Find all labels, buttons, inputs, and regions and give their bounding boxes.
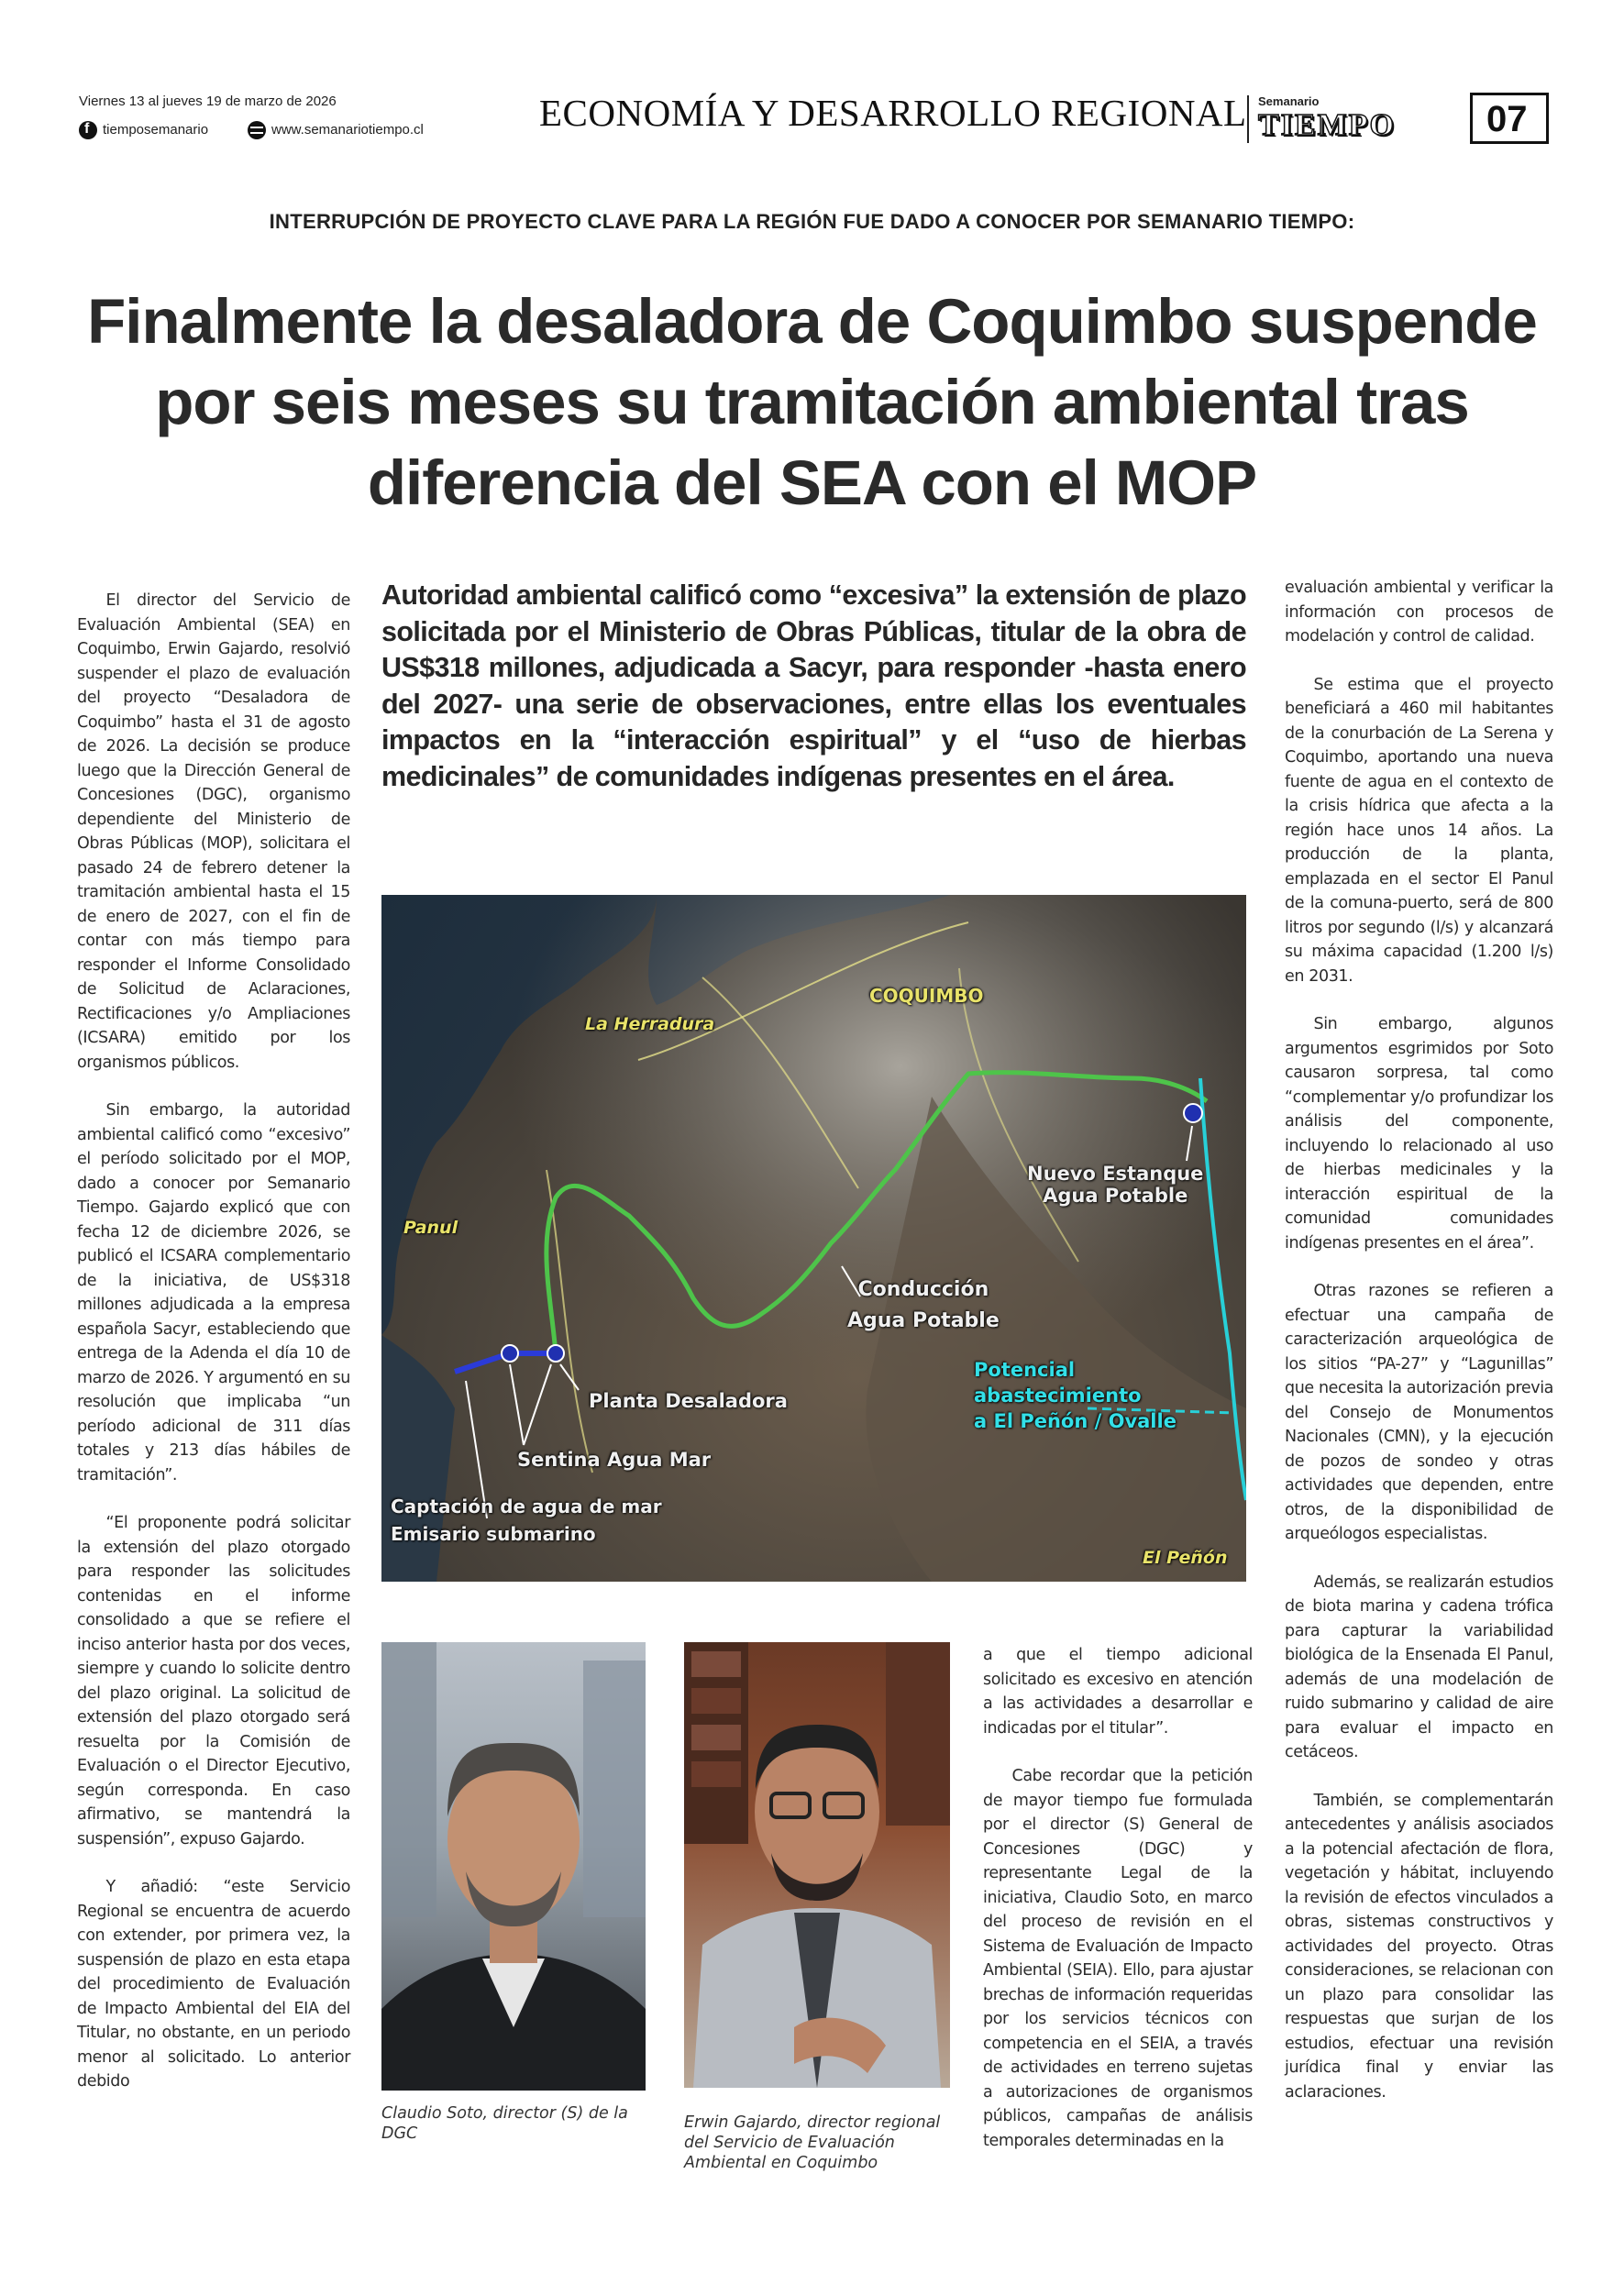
section-title: ECONOMÍA Y DESARROLLO REGIONAL: [539, 92, 1247, 134]
map-label-line: abastecimiento: [974, 1385, 1142, 1407]
map-label-potencial: [974, 1357, 1177, 1434]
desalination-plant-marker: [547, 1345, 564, 1362]
kicker: INTERRUPCIÓN DE PROYECTO CLAVE PARA LA REGIÓN FUE DADO A CONOCER POR SEMANARIO TIEMPO:: [269, 210, 1355, 233]
paragraph: a que el tiempo adicional solicitado es excesivo en atención a las actividades a desarrollar e indicadas por el titular”.: [983, 1646, 1253, 1738]
website-link[interactable]: www.semanariotiempo.cl: [271, 122, 424, 138]
column-1: [77, 589, 350, 2118]
sentina-marker: [502, 1345, 518, 1362]
portrait-graphic: [684, 1642, 950, 2088]
facebook-handle[interactable]: tiemposemanario: [103, 122, 209, 138]
headline-line: por seis meses su tramitación ambiental tras: [155, 367, 1469, 437]
photo-caption-2: Erwin Gajardo, director regional del Servicio de Evaluación Ambiental en Coquimbo: [684, 2113, 941, 2172]
deck: Autoridad ambiental calificó como “excesiva” la extensión de plazo solicitada por el Ministerio de Obras Públicas, titular de la obra de US$318 millones, adjudicada a Sacyr, para responder -hasta enero del 2027- una serie de observaciones, entre ellas los eventuales impactos en la “interacción espiritual” y el “uso de hierbas medicinales” de comunidades indígenas presentes en el área.: [381, 579, 1246, 792]
page-number: 07: [1486, 99, 1528, 139]
map-label-line: Nuevo Estanque: [1027, 1163, 1204, 1185]
paragraph: Otras razones se refieren a efectuar una campaña de caracterización arqueológica de los sitios “PA-27” y “Lagunillas” que necesita la autorización previa del Consejo de Monumentos Nacionales (CMN), y la ejecución de pozos de sondeo y otras actividades que dependen, entre otros, de la disponibilidad de arqueólogos especialistas.: [1285, 1282, 1553, 1543]
map-label-la-herradura: La Herradura: [585, 1014, 715, 1034]
page-number-box: [1470, 93, 1549, 144]
tank-marker: [1184, 1104, 1202, 1122]
column-4: [1285, 576, 1553, 2128]
map-label-planta: Planta Desaladora: [589, 1390, 788, 1412]
map-graphic: [381, 895, 1246, 1582]
paragraph: Sin embargo, la autoridad ambiental calificó como “excesivo” el período solicitado por el MOP, dado a conocer por Semanario Tiempo. Gajardo explicó que con fecha 12 de diciembre 2026, se publicó el ICSARA complementario de la iniciativa, de US$318 millones adjudicada a la empresa española Sacyr, estableciendo que entrega de la Adenda el día 10 de marzo de 2026. Y argumentó en su resolución que implicaba “un período adicional de 311 días totales y 213 días hábiles de tramitación”.: [77, 1101, 350, 1484]
map-label-sentina: Sentina Agua Mar: [517, 1449, 712, 1471]
facebook-icon: f: [79, 121, 97, 139]
map-label-el-penon: El Peñón: [1143, 1548, 1228, 1568]
project-map: [381, 895, 1246, 1582]
map-label-nuevo-estanque: [1027, 1163, 1203, 1207]
paragraph: Y añadió: “este Servicio Regional se encuentra de acuerdo con extender, por primera vez, la suspensión de plazo en esta etapa del procedimiento de Evaluación de Impacto Ambiental del EIA del Titular, no obstante, en un periodo menor al solicitado. Lo anterior debido: [77, 1878, 350, 2091]
photo-claudio-soto: [381, 1642, 646, 2091]
headline-line: diferencia del SEA con el MOP: [367, 447, 1257, 518]
globe-icon: [248, 121, 266, 139]
photo-erwin-gajardo: [684, 1642, 950, 2088]
paragraph: Sin embargo, algunos argumentos esgrimidos por Soto causaron sorpresa, tal como “complementar y/o profundizar los análisis del componente, incluyendo lo relacionado al uso de hierbas medicinales y la interacción espiritual de la comunidad comunidades indígenas presentes en el área”.: [1285, 1015, 1553, 1252]
headline: [37, 281, 1587, 524]
brand-logo: TIEMPO: [1258, 108, 1396, 142]
paragraph: Se estima que el proyecto beneficiará a 460 mil habitantes de la conurbación de La Serena y Coquimbo, aportando una nueva fuente de agua en el contexto de la crisis hídrica que afecta a la región hace unos 14 años. La producción de la planta, emplazada en el sector El Panul de la comuna-puerto, será de 800 litros por segundo (l/s) y alcanzará su máxima capacidad (1.200 l/s) en 2031.: [1285, 675, 1553, 986]
paragraph: “El proponente podrá solicitar la extensión del plazo otorgado para responder las solicitudes contenidas en el informe consolidado a que se refiere el inciso anterior hasta por dos veces, siempre y cuando lo solicite dentro del plazo original. La solicitud de extensión del plazo otorgado será resuelta por la Comisión de Evaluación o el Director Ejecutivo, según corresponda. En caso afirmativo, se mantendrá la suspensión”, expuso Gajardo.: [77, 1514, 350, 1848]
edition-date: Viernes 13 al jueves 19 de marzo de 2026: [79, 94, 337, 109]
column-3: [983, 1643, 1253, 2177]
portrait-graphic: [381, 1642, 646, 2091]
photo-caption-1: Claudio Soto, director (S) de la DGC: [381, 2104, 628, 2143]
paragraph: Cabe recordar que la petición de mayor tiempo fue formulada por el director (S) General de Concesiones (DGC) y representante Legal de la iniciativa, Claudio Soto, en marco del proceso de revisión en el Sistema de Evaluación de Impacto Ambiental (SEIA). Ello, para ajustar brechas de información requeridas por los servicios técnicos con competencia en el SEIA, a través de actividades en terreno sujetas a autorizaciones de organismos públicos, campañas de análisis temporales determinadas en la: [983, 1767, 1253, 2150]
page-number-rule: [1470, 93, 1473, 144]
map-label-line: Captación de agua de mar: [391, 1495, 662, 1517]
paragraph: También, se complementarán antecedentes y análisis asociados a la potencial afectación de flora, vegetación y hábitat, incluyendo la revisión de efectos vinculados a obras, sistemas constructivos y actividades del proyecto. Otras consideraciones, se relacionan con un plazo para consolidar las respuestas que surjan de los estudios, efectuar una revisión jurídica final y enviar las aclaraciones.: [1285, 1791, 1553, 2102]
headline-line: Finalmente la desaladora de Coquimbo suspende: [87, 286, 1537, 357]
paragraph: evaluación ambiental y verificar la información con procesos de modelación y control de calidad.: [1285, 579, 1553, 645]
paragraph: El director del Servicio de Evaluación Ambiental (SEA) en Coquimbo, Erwin Gajardo, resolvió suspender el plazo de evaluación del proyecto “Desaladora de Coquimbo” hasta el 31 de agosto de 2026. La decisión se produce luego que la Dirección General de Concesiones (DGC), organismo dependiente del Ministerio de Obras Públicas (MOP), solicitara el pasado 24 de febrero detener la tramitación ambiental hasta el 15 de enero de 2027, con el fin de contar con más tiempo para responder el Informe Consolidado de Solicitud de Aclaraciones, Rectificaciones y/o Ampliaciones (ICSARA) emitido por los organismos públicos.: [77, 591, 350, 1072]
map-label-line: a El Peñón / Ovalle: [974, 1410, 1177, 1432]
map-label-captacion: [391, 1493, 662, 1548]
paragraph: Además, se realizarán estudios de biota marina y cadena trófica para capturar la variabilidad biológica de la Ensenada El Panul, además de una modelación de ruido submarino y calidad de aire para evaluar el impacto en cetáceos.: [1285, 1572, 1553, 1761]
map-label-line: Potencial: [974, 1359, 1076, 1381]
map-label-panul: Panul: [403, 1218, 458, 1238]
map-label-line: Agua Potable: [1043, 1185, 1188, 1207]
brand-small: Semanario: [1258, 94, 1320, 108]
map-label-conduccion: [847, 1274, 1000, 1337]
map-label-line: Emisario submarino: [391, 1523, 596, 1545]
map-label-line: Agua Potable: [847, 1309, 1000, 1332]
header-divider: [1247, 95, 1249, 143]
map-label-line: Conducción: [857, 1278, 989, 1301]
map-label-coquimbo: COQUIMBO: [869, 985, 984, 1007]
